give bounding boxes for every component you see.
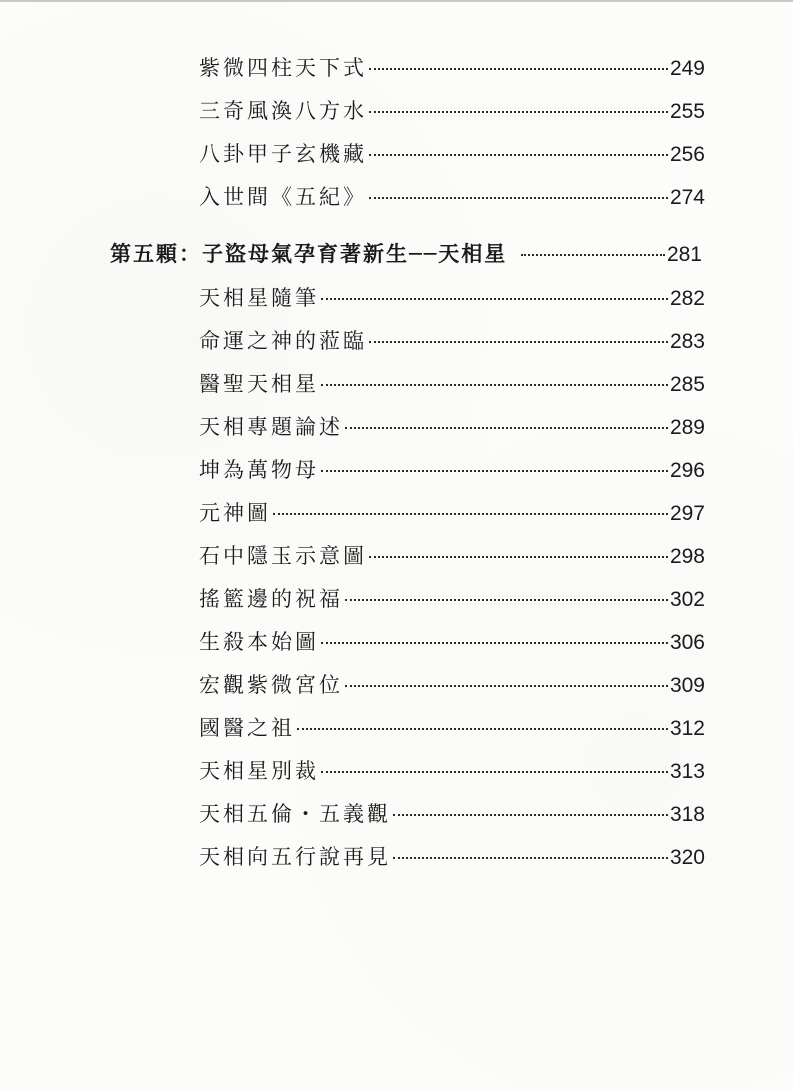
toc-entry-title: 天相星隨筆: [199, 286, 319, 310]
toc-entry-page: 282: [669, 287, 705, 310]
toc-entry[interactable]: [199, 454, 705, 484]
dot-leader: [321, 642, 668, 644]
dot-leader: [321, 470, 668, 472]
toc-entry-title: 命運之神的蒞臨: [199, 329, 367, 353]
toc-entry-title: 入世間《五紀》: [199, 185, 367, 209]
toc-entry-page: 296: [669, 459, 705, 482]
toc-entry[interactable]: [199, 411, 705, 441]
dot-leader: [369, 556, 668, 558]
dot-leader: [369, 68, 668, 70]
toc-entry-page: 302: [669, 588, 705, 611]
toc-entry[interactable]: [199, 540, 705, 570]
dot-leader: [369, 111, 668, 113]
toc-entry-title: 元神圖: [199, 501, 271, 525]
toc-entry-page: 313: [669, 760, 705, 783]
toc-entry-title: 八卦甲子玄機藏: [199, 142, 367, 166]
dot-leader: [393, 814, 668, 816]
dot-leader: [393, 857, 668, 859]
toc-entry[interactable]: [199, 626, 705, 656]
toc-entry[interactable]: [199, 583, 705, 613]
dot-leader: [369, 154, 668, 156]
toc-entry[interactable]: [199, 497, 705, 527]
toc-entry-page: 289: [669, 416, 705, 439]
toc-entry-title: 石中隱玉示意圖: [199, 544, 367, 568]
toc-entry[interactable]: [199, 712, 705, 742]
dot-leader: [297, 728, 668, 730]
toc-entry-title: 國醫之祖: [199, 716, 295, 740]
toc-entry-title: 天相向五行說再見: [199, 845, 391, 869]
toc-entry-title: 天相專題論述: [199, 415, 343, 439]
toc-entry-title: 宏觀紫微宮位: [199, 673, 343, 697]
toc-entry[interactable]: [199, 669, 705, 699]
toc-entry-page: 256: [669, 143, 705, 166]
toc-entry-page: 283: [669, 330, 705, 353]
page-top-border: [0, 0, 793, 2]
dot-leader: [369, 341, 668, 343]
toc-entry-title: 天相星別裁: [199, 759, 319, 783]
toc-entry[interactable]: [199, 181, 705, 211]
toc-entry-title: 搖籃邊的祝福: [199, 587, 343, 611]
toc-entry-page: 298: [669, 545, 705, 568]
dot-leader: [345, 685, 668, 687]
dot-leader: [321, 384, 668, 386]
toc-entry-page: 320: [669, 846, 705, 869]
toc-entry-page: 318: [669, 803, 705, 826]
dot-leader: [273, 513, 668, 515]
toc-entry[interactable]: [199, 841, 705, 871]
dot-leader: [321, 298, 668, 300]
toc-entry[interactable]: [199, 798, 705, 828]
toc-entry-title: 三奇風渙八方水: [199, 99, 367, 123]
toc-entry-page: 297: [669, 502, 705, 525]
toc-entry-page: 309: [669, 674, 705, 697]
chapter-page: 281: [666, 243, 702, 266]
dot-leader: [521, 254, 665, 256]
toc-entry[interactable]: [199, 755, 705, 785]
toc-entry[interactable]: [199, 368, 705, 398]
toc-entry[interactable]: [199, 95, 705, 125]
toc-entry-page: 285: [669, 373, 705, 396]
chapter-title: 第五顆：子盜母氣孕育著新生──天相星: [110, 241, 508, 266]
toc-entry-page: 249: [669, 57, 705, 80]
toc-entry-title: 紫微四柱天下式: [199, 56, 367, 80]
toc-entry[interactable]: [199, 52, 705, 82]
toc-entry-page: 306: [669, 631, 705, 654]
dot-leader: [321, 771, 668, 773]
toc-entry[interactable]: [199, 138, 705, 168]
toc-entry[interactable]: [199, 282, 705, 312]
dot-leader: [345, 427, 668, 429]
toc-entry[interactable]: [199, 325, 705, 355]
toc-entry-page: 255: [669, 100, 705, 123]
dot-leader: [369, 197, 668, 199]
toc-entry-title: 天相五倫・五義觀: [199, 802, 391, 826]
toc-entry-title: 生殺本始圖: [199, 630, 319, 654]
toc-entry-title: 醫聖天相星: [199, 372, 319, 396]
toc-chapter-heading[interactable]: [110, 238, 702, 268]
toc-entry-page: 312: [669, 717, 705, 740]
toc-entry-page: 274: [669, 186, 705, 209]
toc-entry-title: 坤為萬物母: [199, 458, 319, 482]
dot-leader: [345, 599, 668, 601]
